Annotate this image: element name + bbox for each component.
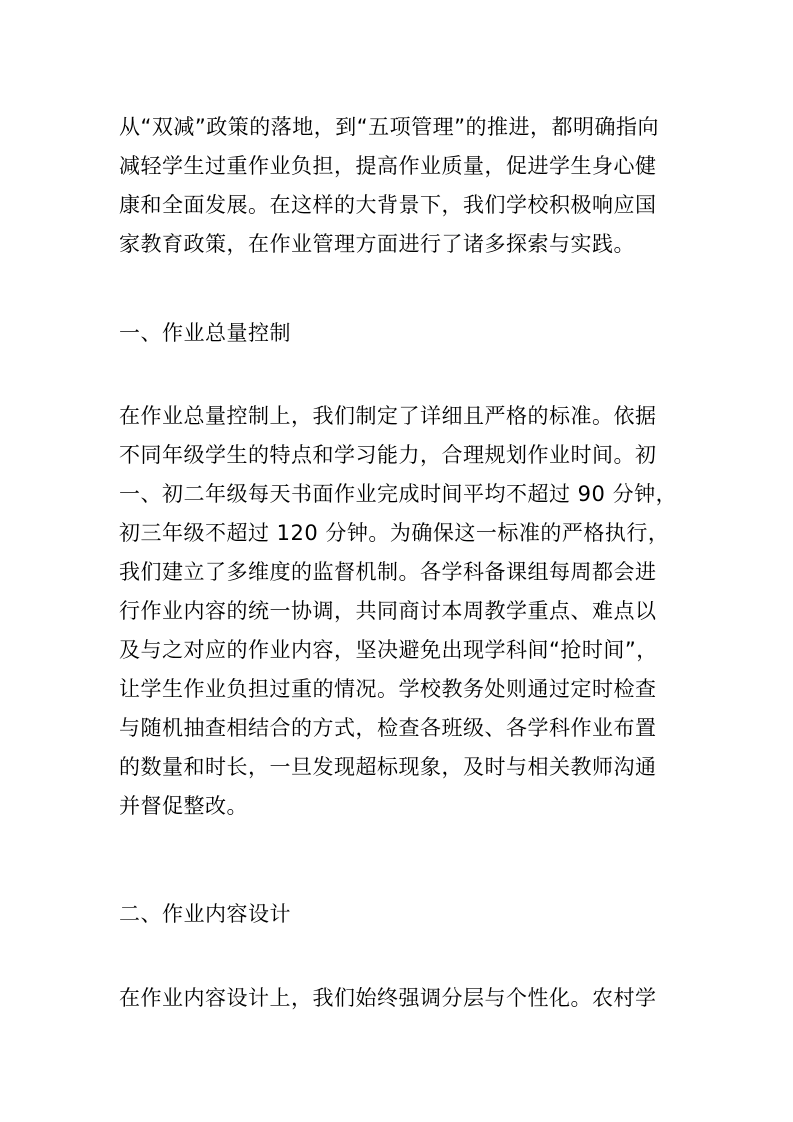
body-line: 及与之对应的作业内容，坚决避免出现学科间“抢时间”， xyxy=(119,638,658,662)
section-heading: 二、作业内容设计 xyxy=(119,902,291,926)
body-line: 一、初二年级每天书面作业完成时间平均不超过 90 分钟， xyxy=(119,482,678,506)
body-line: 让学生作业负担过重的情况。学校教务处则通过定时检查 xyxy=(119,677,657,701)
intro-line: 减轻学生过重作业负担，提高作业质量，促进学生身心健 xyxy=(119,154,657,178)
intro-line: 康和全面发展。在这样的大背景下，我们学校积极响应国 xyxy=(119,193,657,217)
intro-line: 从“双减”政策的落地，到“五项管理”的推进，都明确指向 xyxy=(119,115,660,139)
body-line: 在作业内容设计上，我们始终强调分层与个性化。农村学 xyxy=(119,986,657,1010)
body-line: 并督促整改。 xyxy=(119,794,248,818)
body-line: 的数量和时长，一旦发现超标现象，及时与相关教师沟通 xyxy=(119,755,657,779)
body-line: 初三年级不超过 120 分钟。为确保这一标准的严格执行， xyxy=(119,521,670,545)
body-line: 与随机抽查相结合的方式，检查各班级、各学科作业布置 xyxy=(119,716,657,740)
body-line: 在作业总量控制上，我们制定了详细且严格的标准。依据 xyxy=(119,404,657,428)
body-line: 不同年级学生的特点和学习能力，合理规划作业时间。初 xyxy=(119,443,657,467)
intro-line: 家教育政策，在作业管理方面进行了诸多探索与实践。 xyxy=(119,232,635,256)
section-heading: 一、作业总量控制 xyxy=(119,321,291,345)
body-line: 行作业内容的统一协调，共同商讨本周教学重点、难点以 xyxy=(119,599,657,623)
body-line: 我们建立了多维度的监督机制。各学科备课组每周都会进 xyxy=(119,560,657,584)
